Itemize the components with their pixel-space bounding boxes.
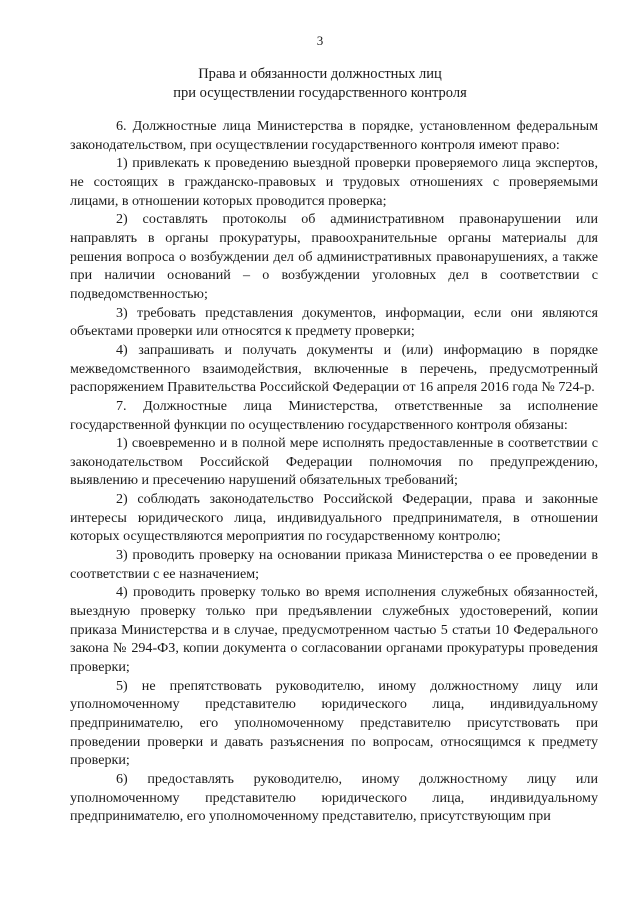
paragraph-7-item-2: 2) соблюдать законодательство Российской Федерации, права и законные интересы юридического лица, индивидуального предпринимателя, в отношении которых осуществляются мероприятия по государственному контролю;: [70, 491, 598, 545]
paragraph-6-item-4: 4) запрашивать и получать документы и (или) информацию в порядке межведомственного взаимодействия, включенные в перечень, предусмотренный распоряжением Правительства Российской Федерации от 16 апреля 2016 года № 724-р.: [70, 341, 598, 396]
paragraph-6-item-1: 1) привлекать к проведению выездной проверки проверяемого лица экспертов, не состоящих в гражданско-правовых и трудовых отношениях с проверяемыми лицами, в отношении которых проводится проверка;: [70, 155, 598, 209]
paragraph-7-item-4: 4) проводить проверку только во время исполнения служебных обязанностей, выездную проверку только при предъявлении служебных удостоверений, копии приказа Министерства и в случае, предусмотренном частью 5 статьи 10 Федерального закона № 294-ФЗ, копии документа о согласовании органами прокуратуры проведения проверки;: [70, 584, 598, 676]
document-body: [70, 117, 598, 826]
paragraph-6-item-3: 3) требовать представления документов, информации, если они являются объектами проверки или относятся к предмету проверки;: [70, 304, 598, 340]
paragraph-7-item-3: 3) проводить проверку на основании приказа Министерства о ее проведении в соответствии с ее назначением;: [70, 547, 598, 582]
paragraph-6-intro: 6. Должностные лица Министерства в порядке, установленном федеральным законодательством, при осуществлении государственного контроля имеют право:: [70, 118, 598, 153]
paragraph-6-item-2: 2) составлять протоколы об административном правонарушении или направлять в органы прокуратуры, правоохранительные органы материалы для решения вопроса о возбуждении дел об административных правонарушениях, а также при наличии оснований – о возбуждении уголовных дел в соответствии с подведомственностью;: [70, 211, 598, 302]
section-heading-line-2: при осуществлении государственного контроля: [173, 85, 467, 101]
paragraph-7-item-6: 6) предоставлять руководителю, иному должностному лицу или уполномоченному представителю юридического лица, индивидуальному предпринимателю, его уполномоченному представителю, присутствующим при: [70, 770, 598, 825]
paragraph-7-intro: 7. Должностные лица Министерства, ответственные за исполнение государственной функции по осуществлению государственного контроля обязаны:: [70, 397, 598, 433]
paragraph-7-item-5: 5) не препятствовать руководителю, иному должностному лицу или уполномоченному представителю юридического лица, индивидуальному предпринимателю, его уполномоченному представителю присутствовать при проведении проверки и давать разъяснения по вопросам, относящимся к предмету проверки;: [70, 677, 598, 769]
page-number: 3: [316, 33, 324, 48]
section-heading-line-1: Права и обязанности должностных лиц: [198, 66, 442, 82]
paragraph-7-item-1: 1) своевременно и в полной мере исполнять предоставленные в соответствии с законодательством Российской Федерации полномочия по предупреждению, выявлению и пресечению нарушений обязательных требований;: [70, 435, 598, 489]
section-heading: [0, 65, 640, 103]
